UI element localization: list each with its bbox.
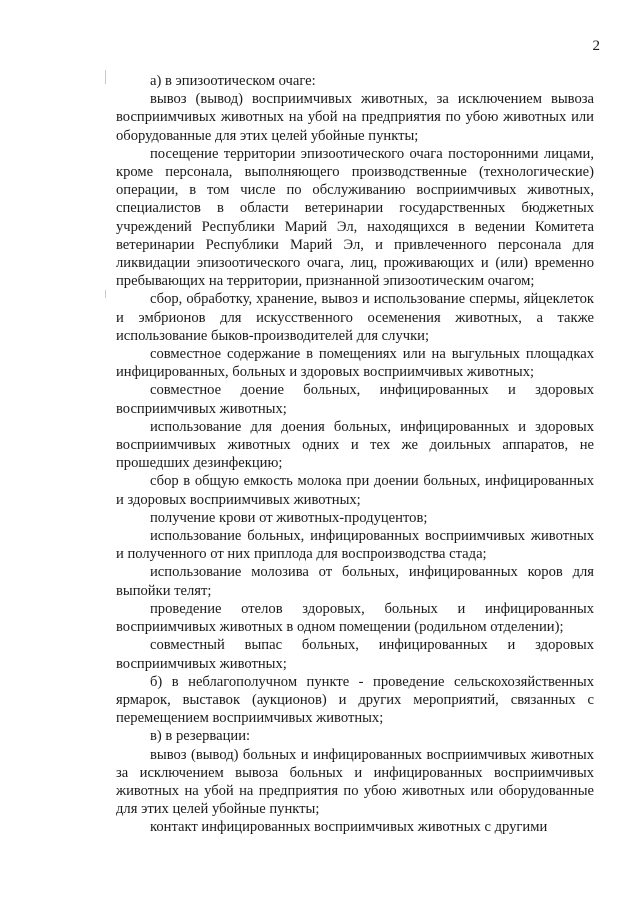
paragraph: использование молозива от больных, инфицированных коров для выпойки телят; bbox=[116, 564, 594, 599]
paragraph: контакт инфицированных восприимчивых животных с другими bbox=[150, 819, 548, 836]
margin-mark bbox=[105, 70, 106, 84]
paragraph: сбор, обработку, хранение, вывоз и использование спермы, яйцеклеток и эмбрионов для искусственного осеменения животных, а также использование быков-производителей для случки; bbox=[116, 291, 594, 344]
paragraph: б) в неблагополучном пункте - проведение сельскохозяйственных ярмарок, выставок (аукционов) и других мероприятий, связанных с перемещением восприимчивых животных; bbox=[116, 673, 594, 727]
paragraph: проведение отелов здоровых, больных и инфицированных восприимчивых животных в одном помещении (родильном отделении); bbox=[116, 600, 594, 636]
paragraph: использование больных, инфицированных восприимчивых животных и полученного от них приплода для воспроизводства стада; bbox=[116, 528, 594, 563]
paragraph: а) в эпизоотическом очаге: bbox=[150, 73, 316, 89]
paragraph: сбор в общую емкость молока при доении больных, инфицированных и здоровых восприимчивых животных; bbox=[116, 473, 594, 508]
margin-mark bbox=[105, 290, 106, 298]
paragraph: совместное содержание в помещениях или на выгульных площадках инфицированных, больных и здоровых восприимчивых животных; bbox=[116, 346, 594, 381]
paragraph: посещение территории эпизоотического очага посторонними лицами, кроме персонала, выполняющего производственные (технологические) операции, в том числе по обслуживанию восприимчивых животных, специалистов в области ветеринарии государственных бюджетных учреждений Республики Марий Эл, находящихся в ведении Комитета ветеринарии Республики Марий Эл, и привлеченного персонала для ликвидации эпизоотического очага, лиц, проживающих и (или) временно пребывающих на территории, признанной эпизоотическим очагом; bbox=[116, 145, 594, 290]
paragraph: в) в резервации: bbox=[150, 728, 251, 745]
page-number: 2 bbox=[592, 38, 600, 54]
paragraph: вывоз (вывод) восприимчивых животных, за исключением вывоза восприимчивых животных на убой на предприятия по убою животных или оборудованные для этих целей убойные пункты; bbox=[116, 91, 594, 144]
paragraph: использование для доения больных, инфицированных и здоровых восприимчивых животных одних и тех же доильных аппаратов, не прошедших дезинфекцию; bbox=[116, 418, 594, 472]
paragraph: совместное доение больных, инфицированных и здоровых восприимчивых животных; bbox=[116, 382, 594, 417]
paragraph: получение крови от животных-продуцентов; bbox=[150, 509, 428, 526]
document-body bbox=[116, 72, 594, 837]
paragraph: вывоз (вывод) больных и инфицированных восприимчивых животных за исключением вывоза больных и инфицированных восприимчивых животных на убой на предприятия по убою животных или оборудованные для этих целей убойные пункты; bbox=[116, 746, 594, 818]
paragraph: совместный выпас больных, инфицированных и здоровых восприимчивых животных; bbox=[116, 637, 594, 672]
